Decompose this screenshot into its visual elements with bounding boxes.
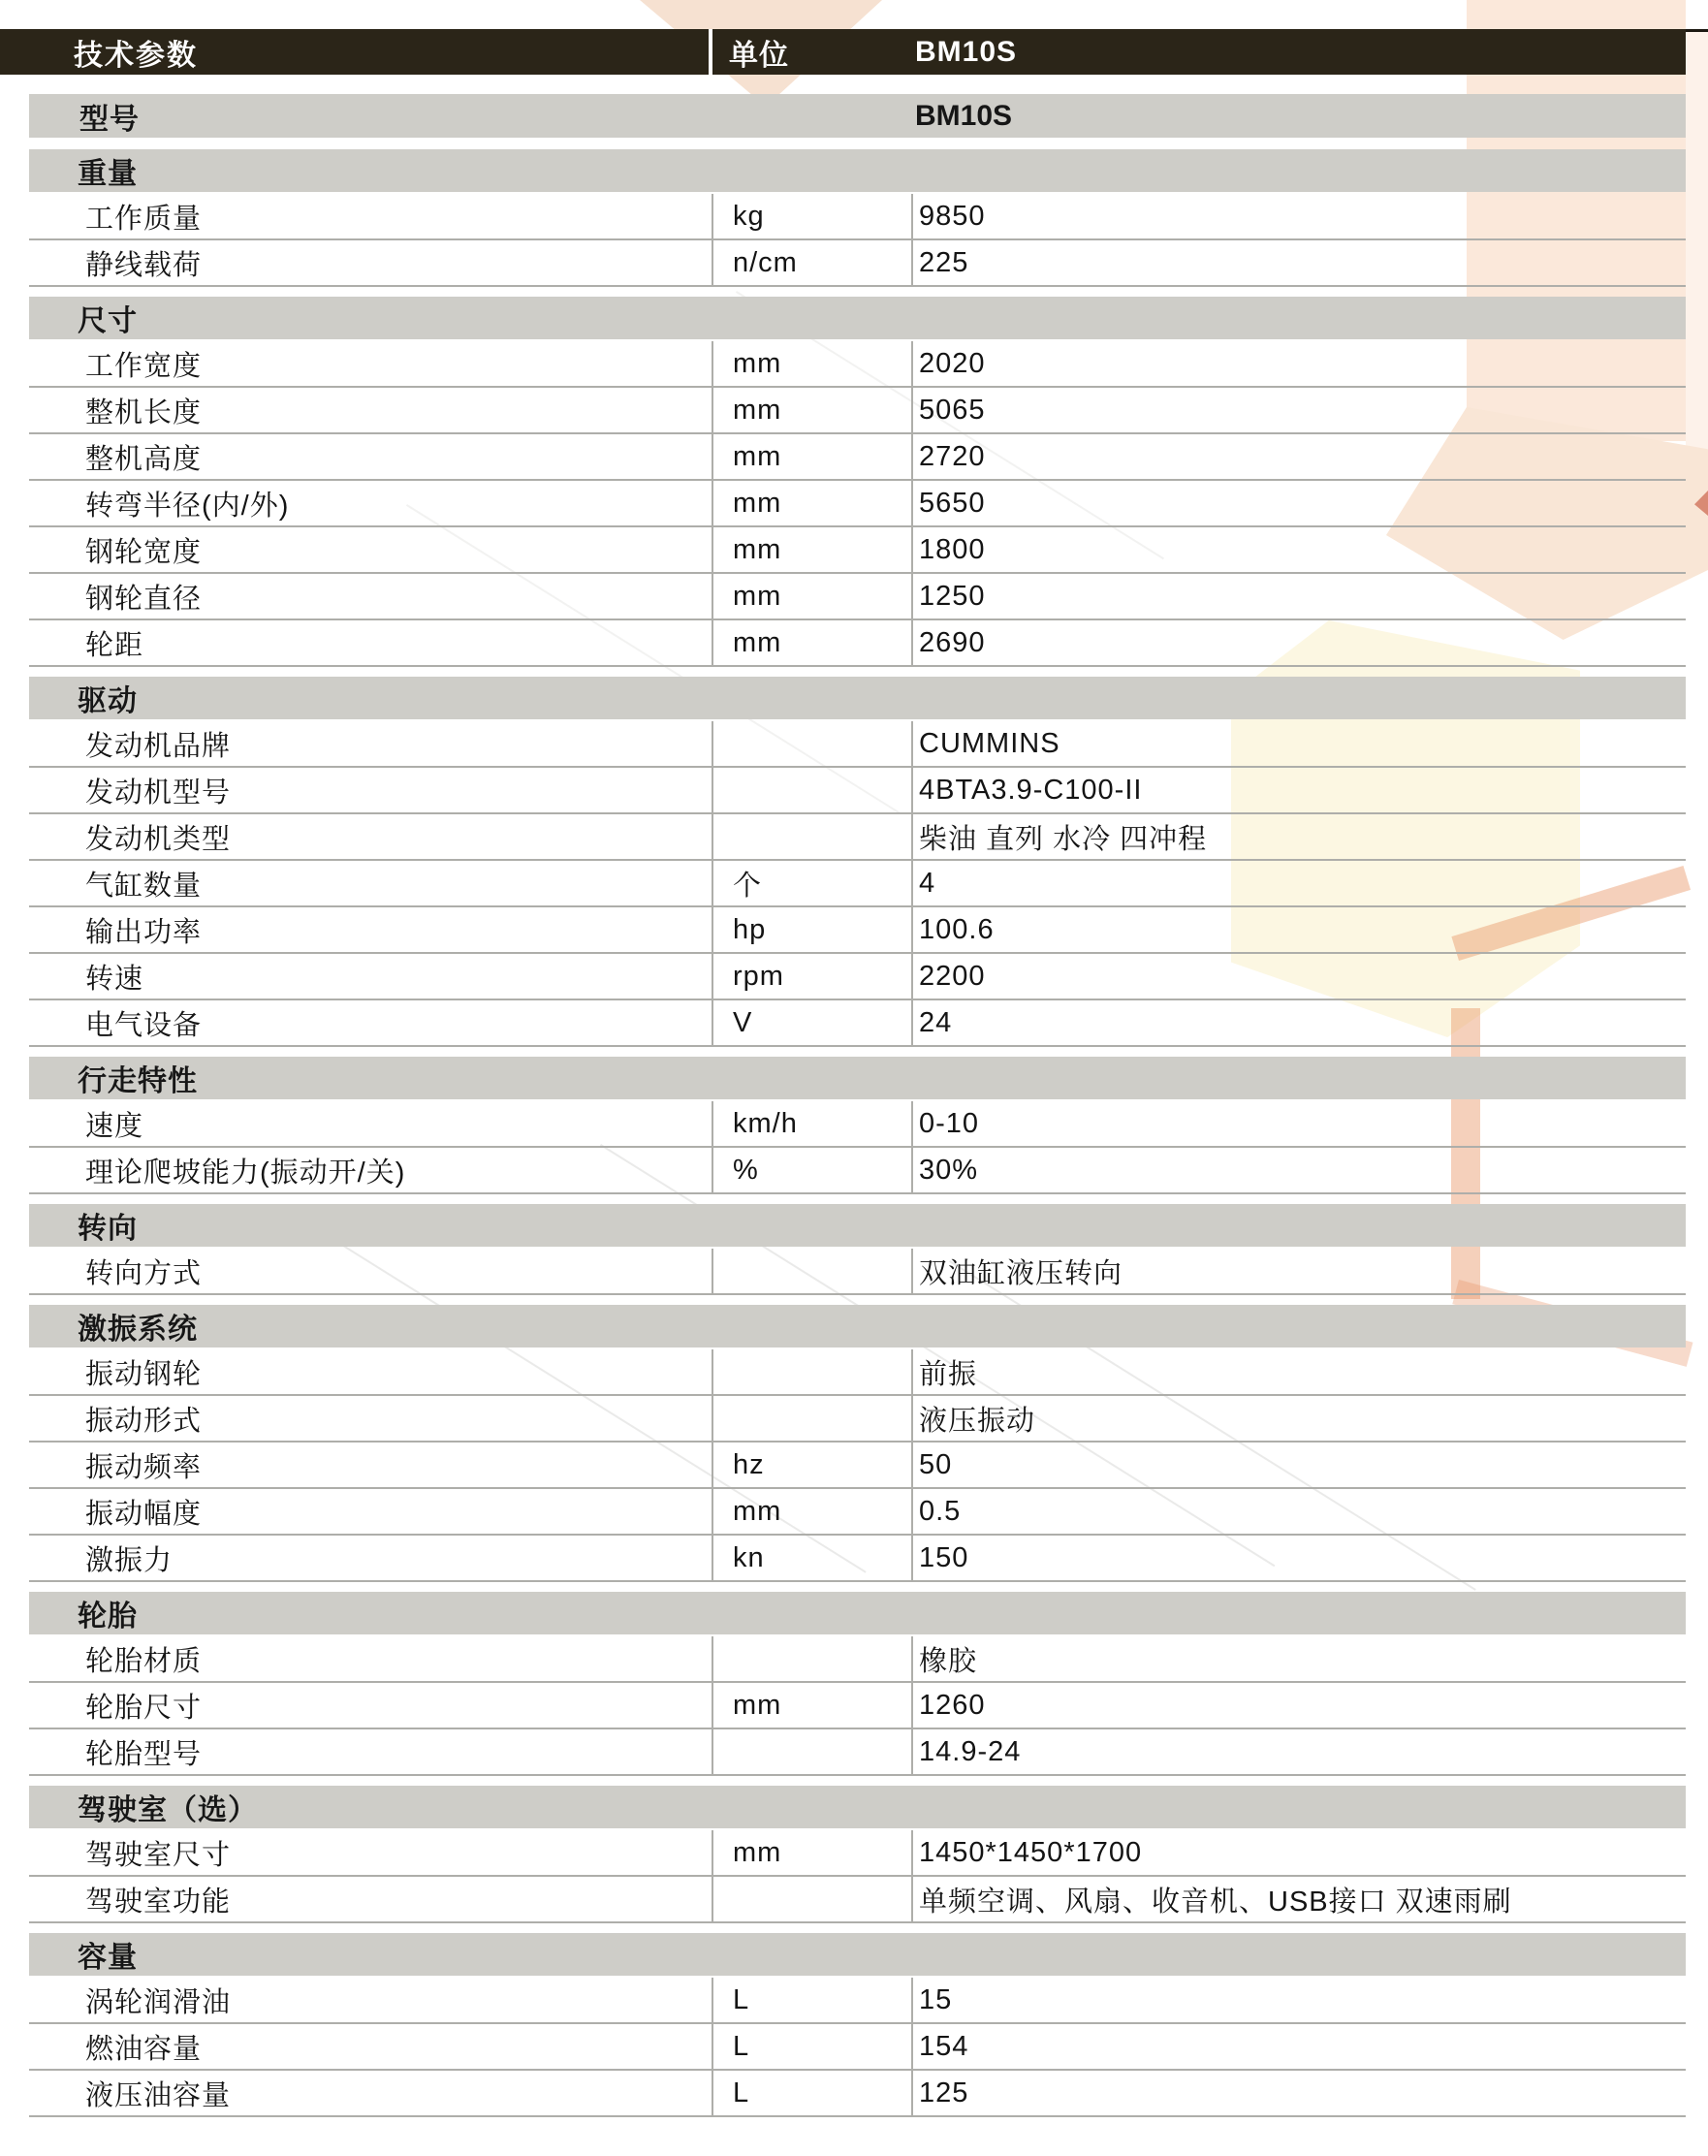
row-unit: mm	[733, 533, 782, 565]
row-unit-cell	[712, 527, 911, 572]
row-value: 24	[919, 1006, 953, 1038]
row-label-cell	[29, 1148, 712, 1192]
row-label: 振动钢轮	[85, 1358, 203, 1390]
row-label-cell	[29, 2071, 712, 2115]
row-unit-cell	[712, 1396, 911, 1441]
row-label-cell	[29, 721, 712, 766]
section-header-label: 驾驶室（选）	[78, 1794, 258, 1826]
row-value-cell	[911, 194, 1686, 238]
table-row	[29, 907, 1686, 954]
row-value-cell	[911, 721, 1686, 766]
table-row	[29, 1877, 1686, 1923]
unit-column-header: 单位	[729, 39, 789, 72]
row-value-cell	[911, 1396, 1686, 1441]
row-unit: mm	[733, 1836, 782, 1868]
row-unit: n/cm	[733, 246, 798, 278]
table-row	[29, 1636, 1686, 1683]
row-unit-cell	[712, 1729, 911, 1774]
row-unit: mm	[733, 347, 782, 379]
row-unit-cell	[712, 1349, 911, 1394]
row-label-cell	[29, 1101, 712, 1146]
row-label: 液压油容量	[85, 2079, 232, 2111]
row-value: 1800	[919, 533, 986, 565]
row-label-cell	[29, 527, 712, 572]
table-row	[29, 240, 1686, 287]
row-value-cell	[911, 1249, 1686, 1293]
row-unit: V	[733, 1006, 753, 1038]
row-value-cell	[911, 1536, 1686, 1580]
row-unit: 个	[733, 870, 763, 902]
row-unit-cell	[712, 721, 911, 766]
table-row	[29, 434, 1686, 481]
row-unit-cell	[712, 481, 911, 525]
row-label: 振动幅度	[85, 1498, 203, 1530]
table-row	[29, 481, 1686, 527]
row-label: 转弯半径(内/外)	[85, 490, 290, 522]
background-peach-strip	[1686, 32, 1708, 449]
row-label: 转向方式	[85, 1257, 203, 1289]
spec-table	[29, 94, 1686, 2117]
row-value-cell	[911, 1978, 1686, 2022]
section-header-label: 轮胎	[78, 1601, 138, 1633]
row-value-cell	[911, 481, 1686, 525]
row-unit-cell	[712, 194, 911, 238]
table-row	[29, 814, 1686, 861]
row-value-cell	[911, 527, 1686, 572]
row-label-cell	[29, 1249, 712, 1293]
row-unit-cell	[712, 768, 911, 812]
row-unit-cell	[712, 341, 911, 386]
row-label: 输出功率	[85, 916, 203, 948]
row-label: 静线载荷	[85, 249, 203, 281]
row-value: 30%	[919, 1154, 979, 1186]
table-row	[29, 1396, 1686, 1443]
row-unit: L	[733, 1983, 750, 2015]
row-value: 橡胶	[919, 1645, 978, 1677]
row-unit-cell	[712, 861, 911, 905]
row-label: 轮胎型号	[85, 1738, 203, 1770]
row-label: 气缸数量	[85, 870, 203, 902]
row-value: 柴油 直列 水冷 四冲程	[919, 823, 1208, 855]
row-value: 100.6	[919, 913, 995, 945]
row-unit-cell	[712, 1249, 911, 1293]
row-unit: hp	[733, 913, 767, 945]
row-unit-cell	[712, 2071, 911, 2115]
row-unit-cell	[712, 434, 911, 479]
table-header-bar	[0, 29, 1686, 75]
model-row	[29, 94, 1686, 138]
row-value-cell	[911, 1877, 1686, 1921]
table-row	[29, 861, 1686, 907]
row-label-cell	[29, 240, 712, 285]
row-value: 2720	[919, 440, 986, 472]
row-label: 涡轮润滑油	[85, 1986, 232, 2018]
row-unit-cell	[712, 954, 911, 999]
row-label-cell	[29, 1978, 712, 2022]
row-value: 2020	[919, 347, 986, 379]
row-unit: mm	[733, 580, 782, 612]
row-unit-cell	[712, 1536, 911, 1580]
table-row	[29, 1148, 1686, 1194]
table-row	[29, 1101, 1686, 1148]
row-value: 前振	[919, 1358, 978, 1390]
row-unit-cell	[712, 1489, 911, 1534]
row-label-cell	[29, 1489, 712, 1534]
row-value-cell	[911, 1000, 1686, 1045]
row-label-cell	[29, 341, 712, 386]
row-unit-cell	[712, 1683, 911, 1728]
row-label: 工作宽度	[85, 350, 203, 382]
row-label: 工作质量	[85, 203, 203, 235]
table-row	[29, 721, 1686, 768]
row-value-cell	[911, 574, 1686, 618]
model-column-header: BM10S	[915, 35, 1018, 68]
row-label: 电气设备	[85, 1009, 203, 1041]
row-label: 发动机品牌	[85, 730, 232, 762]
row-label-cell	[29, 768, 712, 812]
row-value: 14.9-24	[919, 1735, 1022, 1767]
section-header-label: 驱动	[78, 685, 138, 717]
row-label: 发动机类型	[85, 823, 232, 855]
row-value: 0-10	[919, 1107, 980, 1139]
row-value-cell	[911, 768, 1686, 812]
row-value-cell	[911, 1489, 1686, 1534]
row-value: 15	[919, 1983, 953, 2015]
row-value-cell	[911, 1636, 1686, 1681]
row-value-cell	[911, 861, 1686, 905]
row-unit: mm	[733, 1689, 782, 1721]
row-label: 轮胎尺寸	[85, 1692, 203, 1724]
row-unit-cell	[712, 1877, 911, 1921]
row-label-cell	[29, 1830, 712, 1875]
table-row	[29, 1443, 1686, 1489]
row-label: 激振力	[85, 1544, 174, 1576]
row-label: 燃油容量	[85, 2033, 203, 2065]
row-value: 液压振动	[919, 1405, 1036, 1437]
table-row	[29, 1978, 1686, 2024]
row-value: 125	[919, 2077, 969, 2108]
row-value: 150	[919, 1541, 969, 1573]
section-header-label: 尺寸	[78, 305, 138, 337]
row-value-cell	[911, 1830, 1686, 1875]
row-value-cell	[911, 1683, 1686, 1728]
row-label-cell	[29, 954, 712, 999]
row-label-cell	[29, 194, 712, 238]
row-value: 1450*1450*1700	[919, 1836, 1143, 1868]
row-label-cell	[29, 620, 712, 665]
table-title: 技术参数	[74, 39, 198, 72]
row-value-cell	[911, 2071, 1686, 2115]
row-label: 振动形式	[85, 1405, 203, 1437]
row-value: 225	[919, 246, 969, 278]
row-value: 1250	[919, 580, 986, 612]
row-label: 钢轮宽度	[85, 536, 203, 568]
row-label: 振动频率	[85, 1451, 203, 1483]
table-row	[29, 574, 1686, 620]
table-row	[29, 1683, 1686, 1729]
row-value-cell	[911, 1729, 1686, 1774]
row-label: 钢轮直径	[85, 583, 203, 615]
row-label: 速度	[85, 1110, 144, 1142]
table-row	[29, 620, 1686, 667]
row-unit: rpm	[733, 960, 784, 992]
row-value: 50	[919, 1448, 953, 1480]
row-value: 4BTA3.9-C100-II	[919, 774, 1143, 806]
row-label: 整机长度	[85, 396, 203, 428]
table-row	[29, 2071, 1686, 2117]
table-row	[29, 341, 1686, 388]
section-header-row	[29, 677, 1686, 719]
table-row	[29, 1489, 1686, 1536]
row-unit: kg	[733, 200, 765, 232]
row-value-cell	[911, 1443, 1686, 1487]
row-value-cell	[911, 907, 1686, 952]
table-row	[29, 1349, 1686, 1396]
row-unit: mm	[733, 440, 782, 472]
row-label: 发动机型号	[85, 777, 232, 808]
row-value: 5065	[919, 394, 986, 426]
row-label-cell	[29, 1000, 712, 1045]
section-header-label: 重量	[78, 158, 138, 190]
section-header-row	[29, 297, 1686, 339]
row-value-cell	[911, 1148, 1686, 1192]
row-label: 转速	[85, 963, 144, 995]
row-label-cell	[29, 1349, 712, 1394]
table-row	[29, 2024, 1686, 2071]
row-label-cell	[29, 1729, 712, 1774]
row-value-cell	[911, 388, 1686, 432]
row-value: 154	[919, 2030, 969, 2062]
table-row	[29, 527, 1686, 574]
row-unit: hz	[733, 1448, 765, 1480]
table-row	[29, 1536, 1686, 1582]
row-unit-cell	[712, 2024, 911, 2069]
table-row	[29, 768, 1686, 814]
row-value: 2200	[919, 960, 986, 992]
section-header-row	[29, 1204, 1686, 1247]
row-label-cell	[29, 1536, 712, 1580]
table-row	[29, 1000, 1686, 1047]
row-value: CUMMINS	[919, 727, 1060, 759]
table-row	[29, 194, 1686, 240]
row-label-cell	[29, 481, 712, 525]
row-unit-cell	[712, 1443, 911, 1487]
row-unit-cell	[712, 620, 911, 665]
table-row	[29, 388, 1686, 434]
section-header-row	[29, 1305, 1686, 1348]
row-value: 9850	[919, 200, 986, 232]
row-value: 4	[919, 867, 936, 899]
row-value: 0.5	[919, 1495, 962, 1527]
row-unit: mm	[733, 394, 782, 426]
row-value: 5650	[919, 487, 986, 519]
row-label-cell	[29, 1683, 712, 1728]
row-unit: %	[733, 1154, 759, 1186]
row-label-cell	[29, 434, 712, 479]
row-unit-cell	[712, 574, 911, 618]
row-unit-cell	[712, 1148, 911, 1192]
row-label-cell	[29, 2024, 712, 2069]
table-row	[29, 1830, 1686, 1877]
section-header-row	[29, 1057, 1686, 1099]
row-label-cell	[29, 1877, 712, 1921]
row-unit: L	[733, 2030, 750, 2062]
table-row	[29, 1729, 1686, 1776]
row-unit-cell	[712, 1000, 911, 1045]
section-header-label: 激振系统	[78, 1314, 198, 1346]
header-column-divider	[709, 29, 712, 75]
table-row	[29, 1249, 1686, 1295]
row-unit-cell	[712, 1830, 911, 1875]
row-value-cell	[911, 341, 1686, 386]
row-value: 双油缸液压转向	[919, 1257, 1123, 1289]
row-unit-cell	[712, 814, 911, 859]
row-label: 整机高度	[85, 443, 203, 475]
section-header-row	[29, 1592, 1686, 1634]
row-label-cell	[29, 1443, 712, 1487]
row-value-cell	[911, 434, 1686, 479]
row-label: 驾驶室尺寸	[85, 1839, 232, 1871]
row-value: 单频空调、风扇、收音机、USB接口 双速雨刷	[919, 1886, 1512, 1918]
row-label-cell	[29, 1396, 712, 1441]
row-unit-cell	[712, 1636, 911, 1681]
section-header-label: 容量	[78, 1942, 138, 1974]
row-label: 驾驶室功能	[85, 1886, 232, 1918]
row-value-cell	[911, 2024, 1686, 2069]
row-unit: mm	[733, 1495, 782, 1527]
row-value-cell	[911, 1101, 1686, 1146]
row-label: 轮距	[85, 629, 144, 661]
row-unit-cell	[712, 388, 911, 432]
model-row-label: 型号	[79, 103, 140, 136]
row-label-cell	[29, 814, 712, 859]
row-label: 轮胎材质	[85, 1645, 203, 1677]
row-unit-cell	[712, 907, 911, 952]
row-unit: kn	[733, 1541, 765, 1573]
row-label-cell	[29, 574, 712, 618]
row-value-cell	[911, 620, 1686, 665]
row-unit-cell	[712, 240, 911, 285]
row-value: 1260	[919, 1689, 986, 1721]
row-value-cell	[911, 240, 1686, 285]
section-header-label: 行走特性	[78, 1065, 198, 1097]
section-header-row	[29, 1786, 1686, 1828]
row-unit-cell	[712, 1101, 911, 1146]
model-row-value: BM10S	[915, 99, 1013, 132]
section-header-row	[29, 1933, 1686, 1976]
row-value-cell	[911, 814, 1686, 859]
section-header-row	[29, 149, 1686, 192]
row-unit: mm	[733, 487, 782, 519]
row-unit: L	[733, 2077, 750, 2108]
row-label-cell	[29, 907, 712, 952]
row-value: 2690	[919, 626, 986, 658]
row-label: 理论爬坡能力(振动开/关)	[85, 1157, 406, 1189]
row-unit: km/h	[733, 1107, 798, 1139]
row-label-cell	[29, 861, 712, 905]
section-header-label: 转向	[78, 1213, 138, 1245]
row-value-cell	[911, 1349, 1686, 1394]
table-row	[29, 954, 1686, 1000]
row-unit: mm	[733, 626, 782, 658]
row-label-cell	[29, 388, 712, 432]
row-unit-cell	[712, 1978, 911, 2022]
row-label-cell	[29, 1636, 712, 1681]
row-value-cell	[911, 954, 1686, 999]
